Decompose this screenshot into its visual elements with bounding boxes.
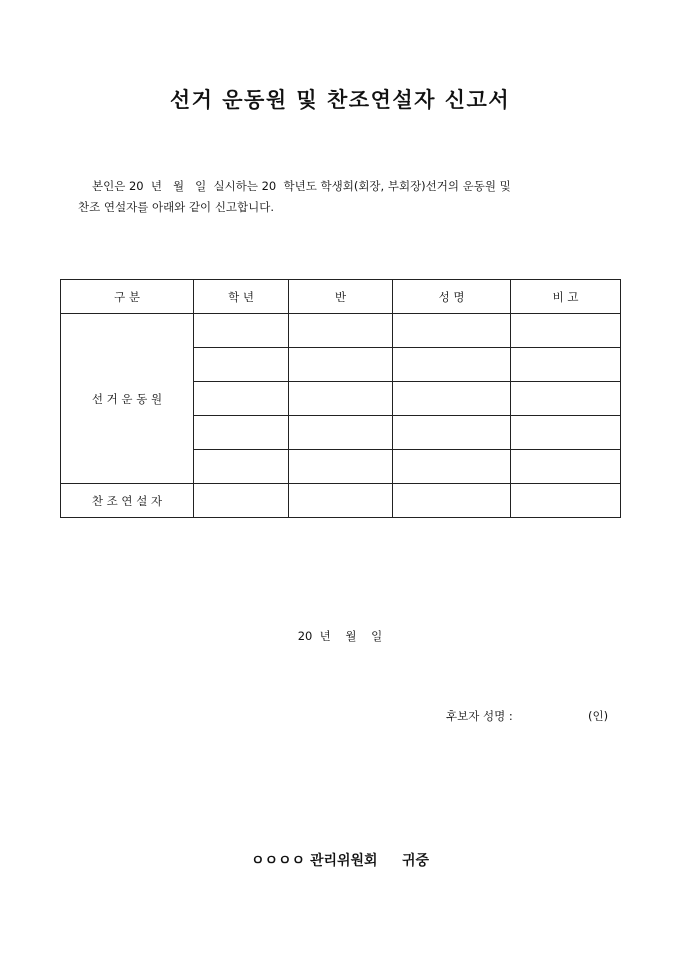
date-line: 20 년 월 일 (297, 629, 383, 643)
class-cell[interactable] (289, 382, 393, 416)
class-cell[interactable] (289, 484, 393, 518)
declaration-line-1: 본인은 20 년 월 일 실시하는 20 학년도 학생회(회장, 부회장)선거의 운동원 및 (92, 179, 511, 193)
declaration-line-2: 찬조 연설자를 아래와 같이 신고합니다. (78, 200, 275, 214)
candidate-signature-label: 후보자 성명 : (446, 709, 513, 723)
remarks-cell[interactable] (511, 450, 621, 484)
class-cell[interactable] (289, 450, 393, 484)
remarks-cell[interactable] (511, 382, 621, 416)
name-cell[interactable] (393, 416, 511, 450)
grade-cell[interactable] (194, 484, 289, 518)
header-grade: 학 년 (194, 280, 289, 314)
grade-cell[interactable] (194, 382, 289, 416)
header-category: 구 분 (61, 280, 194, 314)
header-class: 반 (289, 280, 393, 314)
remarks-cell[interactable] (511, 314, 621, 348)
class-cell[interactable] (289, 314, 393, 348)
grade-cell[interactable] (194, 416, 289, 450)
table-row (61, 484, 621, 518)
name-cell[interactable] (393, 450, 511, 484)
name-cell[interactable] (393, 382, 511, 416)
row-group-campaigners: 선 거 운 동 원 (61, 314, 194, 484)
declaration-text (78, 176, 618, 218)
header-remarks: 비 고 (511, 280, 621, 314)
remarks-cell[interactable] (511, 348, 621, 382)
grade-cell[interactable] (194, 314, 289, 348)
name-cell[interactable] (393, 484, 511, 518)
table-header-row (61, 280, 621, 314)
seal-mark: (인) (588, 709, 609, 723)
class-cell[interactable] (289, 416, 393, 450)
table-row (61, 314, 621, 348)
document-title: 선거 운동원 및 찬조연설자 신고서 (169, 87, 511, 112)
grade-cell[interactable] (194, 348, 289, 382)
registration-table (60, 279, 621, 518)
name-cell[interactable] (393, 348, 511, 382)
header-name: 성 명 (393, 280, 511, 314)
recipient-line: ㅇㅇㅇㅇ 관리위원회 귀중 (250, 853, 429, 869)
class-cell[interactable] (289, 348, 393, 382)
grade-cell[interactable] (194, 450, 289, 484)
remarks-cell[interactable] (511, 484, 621, 518)
name-cell[interactable] (393, 314, 511, 348)
remarks-cell[interactable] (511, 416, 621, 450)
row-group-speakers: 찬 조 연 설 자 (61, 484, 194, 518)
